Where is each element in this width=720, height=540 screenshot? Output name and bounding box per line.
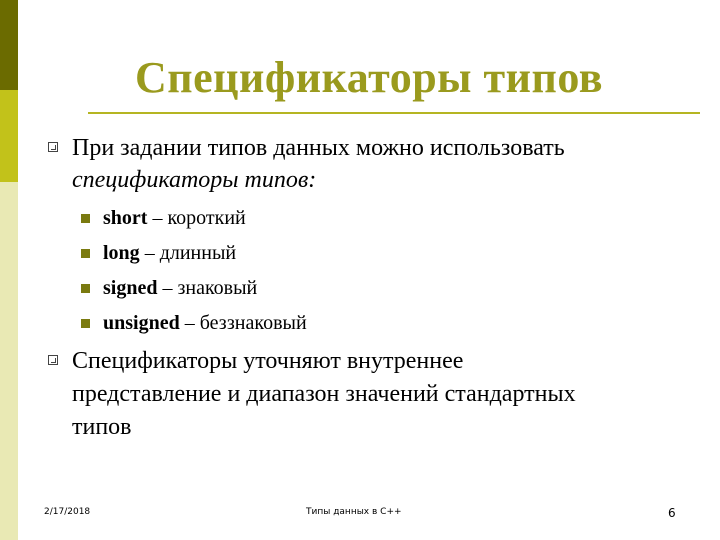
square-bullet-icon	[81, 249, 90, 258]
keyword-long: long	[103, 242, 140, 264]
sub-item-signed	[103, 276, 257, 300]
sub-item-long	[103, 241, 236, 265]
square-bullet-icon	[81, 284, 90, 293]
keyword-signed: signed	[103, 277, 158, 299]
keyword-short: short	[103, 207, 148, 229]
sidebar-block-mid	[0, 90, 18, 182]
checkbox-bullet-icon	[48, 142, 58, 152]
footer-title: Типы данных в С++	[306, 507, 402, 517]
footer-date: 2/17/2018	[44, 507, 91, 517]
keyword-unsigned: unsigned	[103, 312, 180, 334]
title-underline	[88, 112, 700, 114]
page-number: 6	[668, 506, 676, 520]
bullet-2-line-2: представление и диапазон значений стандартных	[72, 381, 576, 407]
desc-signed: – знаковый	[157, 277, 258, 299]
sidebar-block-light	[0, 182, 18, 540]
bullet-1-line-2: спецификаторы типов:	[72, 167, 317, 193]
desc-unsigned: – беззнаковый	[179, 312, 307, 334]
bullet-2-line-3: типов	[72, 414, 132, 440]
square-bullet-icon	[81, 319, 90, 328]
bullet-2-line-1: Спецификаторы уточняют внутреннее	[72, 348, 464, 374]
sub-item-short	[103, 206, 246, 230]
checkbox-bullet-icon	[48, 355, 58, 365]
square-bullet-icon	[81, 214, 90, 223]
desc-long: – длинный	[139, 242, 237, 264]
sub-item-unsigned	[103, 311, 307, 335]
sidebar-block-dark	[0, 0, 18, 90]
slide-title: Спецификаторы типов	[134, 53, 604, 102]
bullet-1-line-1: При задании типов данных можно использовать	[72, 135, 565, 161]
desc-short: – короткий	[147, 207, 246, 229]
